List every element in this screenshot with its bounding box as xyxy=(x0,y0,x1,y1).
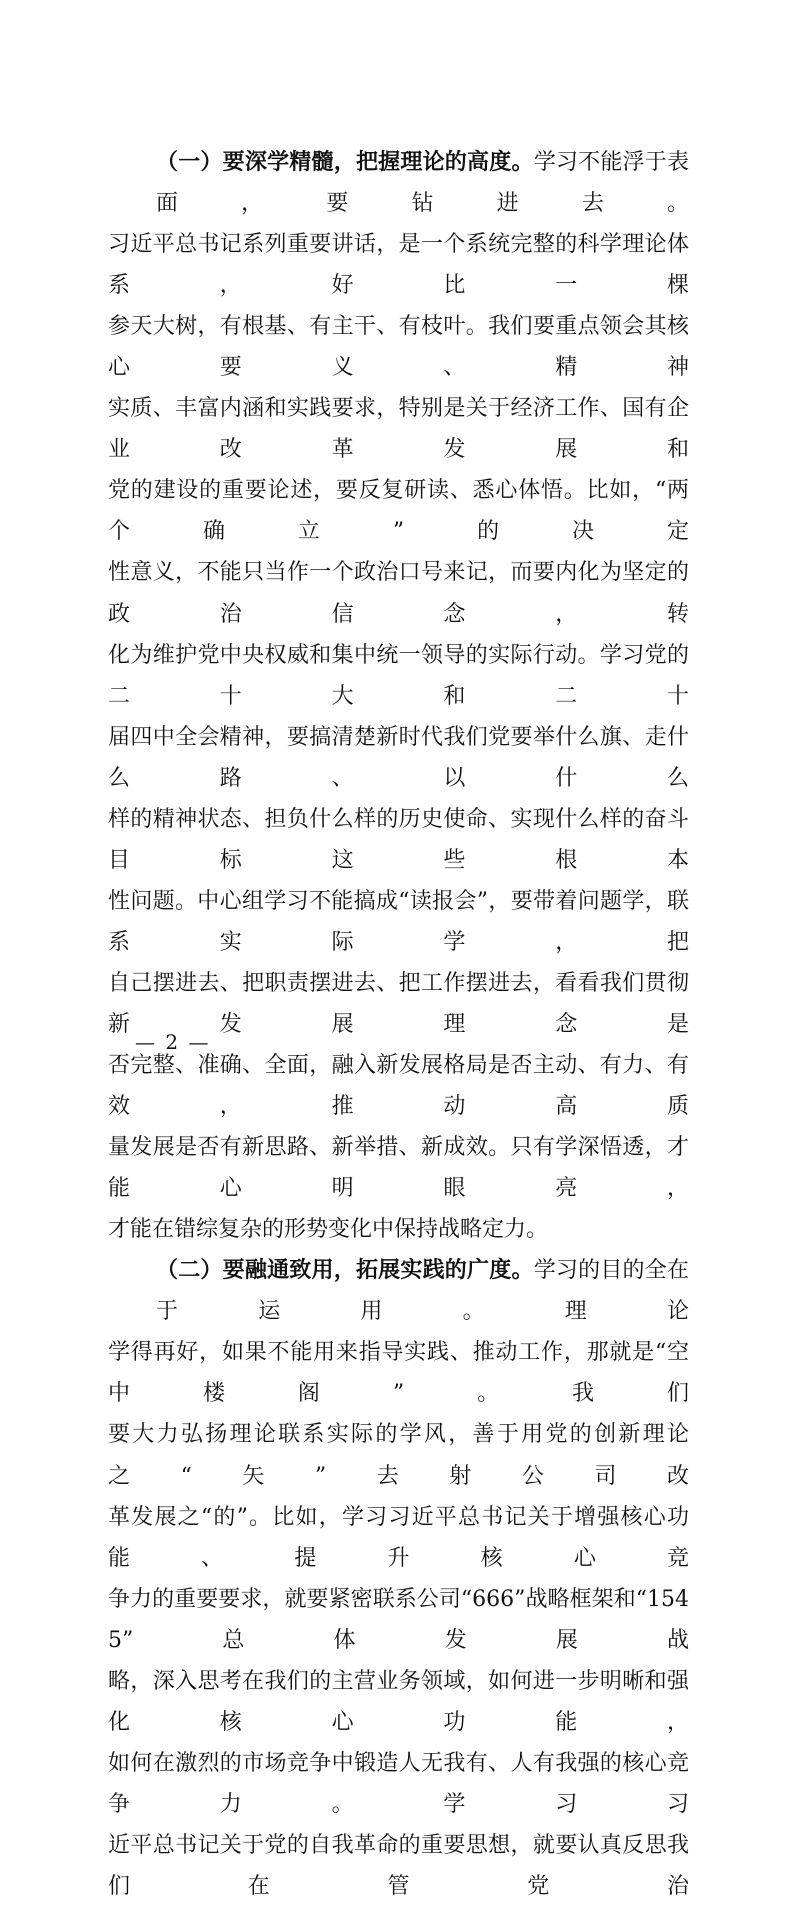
text-line: 习近平总书记系列重要讲话，是一个系统完整的科学理论体系，好比一棵 xyxy=(108,232,689,299)
text-line: 样的精神状态、担负什么样的历史使命、实现什么样的奋斗目标这些根本 xyxy=(108,806,689,873)
text-line: 争力的重要要求，就要紧密联系公司“666”战略框架和“1545”总体发展战 xyxy=(108,1586,689,1653)
text-line: 化为维护党中央权威和集中统一领导的实际行动。学习党的二十大和二十 xyxy=(108,642,689,709)
section-heading: （二）要融通致用，拓展实践的广度。 xyxy=(156,1257,534,1284)
text-line: 党的建设的重要论述，要反复研读、悉心体悟。比如，“两个确立”的决定 xyxy=(108,478,689,545)
text-line: 革发展之“的”。比如，学习习近平总书记关于增强核心功能、提升核心竞 xyxy=(108,1504,689,1571)
text-line: 参天大树，有根基、有主干、有枝叶。我们要重点领会其核心要义、精神 xyxy=(108,314,689,381)
paragraph-1 xyxy=(108,142,689,1250)
paragraph-2 xyxy=(108,1250,689,1907)
text-line: 学得再好，如果不能用来指导实践、推动工作，那就是“空中楼阁”。我们 xyxy=(108,1340,689,1407)
text-line xyxy=(108,142,689,224)
text-line: 略，深入思考在我们的主营业务领域，如何进一步明晰和强化核心功能， xyxy=(108,1668,689,1735)
text-span: 学习的目的全在于运用。理论 xyxy=(156,1258,689,1325)
text-line: 实质、丰富内涵和实践要求，特别是关于经济工作、国有企业改革发展和 xyxy=(108,396,689,463)
text-line xyxy=(108,1250,689,1332)
text-line: 量发展是否有新思路、新举措、新成效。只有学深悟透，才能心明眼亮， xyxy=(108,1135,689,1202)
text-line: 性意义，不能只当作一个政治口号来记，而要内化为坚定的政治信念，转 xyxy=(108,560,689,627)
text-line: 如何在激烈的市场竞争中锻造人无我有、人有我强的核心竞争力。学习习 xyxy=(108,1750,689,1817)
section-heading: （一）要深学精髓，把握理论的高度。 xyxy=(156,149,534,175)
text-line: 要大力弘扬理论联系实际的学风，善于用党的创新理论之“矢”去射公司改 xyxy=(108,1422,689,1489)
text-span: 学习不能浮于表面，要钻进去。 xyxy=(156,150,689,217)
document-body xyxy=(108,142,689,1907)
text-line: 才能在错综复杂的形势变化中保持战略定力。 xyxy=(108,1217,549,1243)
page-number: — 2 — xyxy=(135,1030,211,1054)
text-line: 否完整、准确、全面，融入新发展格局是否主动、有力、有效，推动高质 xyxy=(108,1053,689,1120)
text-line: 自己摆进去、把职责摆进去、把工作摆进去，看看我们贯彻新发展理念是 xyxy=(108,970,689,1037)
text-line: 近平总书记关于党的自我革命的重要思想，就要认真反思我们在管党治 xyxy=(108,1832,689,1899)
text-line: 性问题。中心组学习不能搞成“读报会”，要带着问题学，联系实际学，把 xyxy=(108,888,689,955)
text-line: 届四中全会精神，要搞清楚新时代我们党要举什么旗、走什么路、以什么 xyxy=(108,724,689,791)
